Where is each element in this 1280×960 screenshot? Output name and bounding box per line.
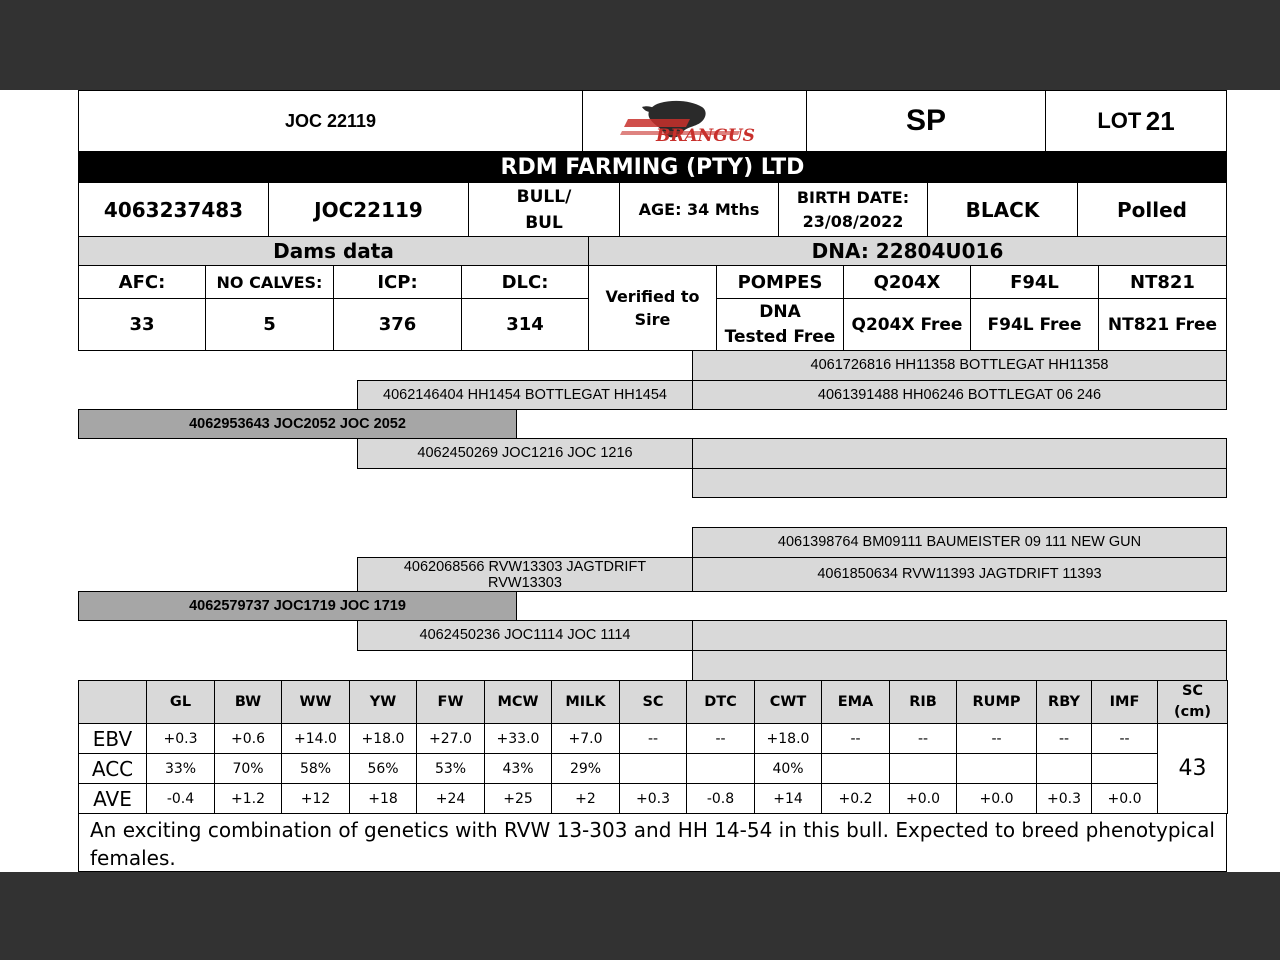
dna-title: DNA: 22804U016 bbox=[588, 236, 1227, 266]
dna-test-pompes: POMPES bbox=[716, 265, 844, 299]
ebv-value: +18.0 bbox=[350, 724, 417, 754]
dna-test-nt821: NT821 bbox=[1098, 265, 1227, 299]
dna-result-q204x: Q204X Free bbox=[843, 298, 971, 351]
ebv-value: -- bbox=[957, 724, 1037, 754]
ebv-col-ww: WW bbox=[282, 681, 350, 724]
acc-value: 70% bbox=[215, 754, 282, 784]
dna-result-pompes: DNA Tested Free bbox=[716, 298, 844, 351]
ebv-value: -- bbox=[687, 724, 755, 754]
ave-value: -0.4 bbox=[147, 784, 215, 814]
acc-value: 43% bbox=[485, 754, 552, 784]
ebv-value: -- bbox=[620, 724, 687, 754]
ebv-col-rby: RBY bbox=[1037, 681, 1092, 724]
acc-value: 56% bbox=[350, 754, 417, 784]
ebv-value: +0.3 bbox=[147, 724, 215, 754]
comment-box bbox=[78, 813, 1227, 872]
dams-value-afc: 33 bbox=[78, 298, 206, 351]
pedigree-dam-sire: 4062068566 RVW13303 JAGTDRIFT RVW13303 bbox=[357, 557, 693, 592]
ave-value: +0.0 bbox=[1092, 784, 1158, 814]
acc-value bbox=[957, 754, 1037, 784]
ebv-row-ebv bbox=[79, 724, 1228, 754]
sc-value: 43 bbox=[1158, 724, 1228, 814]
ebv-col-sc-cm: SC (cm) bbox=[1158, 681, 1228, 724]
verified-to-sire: Verified to Sire bbox=[588, 265, 717, 351]
ebv-col-ema: EMA bbox=[822, 681, 890, 724]
dams-value-dlc: 314 bbox=[461, 298, 589, 351]
pedigree-sire-dam-dam bbox=[692, 468, 1227, 498]
ave-value: +14 bbox=[755, 784, 822, 814]
svg-text:BRANGUS: BRANGUS bbox=[655, 126, 755, 145]
ave-value: +0.0 bbox=[890, 784, 957, 814]
dams-header-dlc: DLC: bbox=[461, 265, 589, 299]
brangus-logo bbox=[582, 90, 807, 152]
reg-number: 4063237483 bbox=[78, 182, 269, 237]
birth-date-cell: BIRTH DATE: 23/08/2022 bbox=[778, 182, 928, 237]
pedigree-sire: 4062953643 JOC2052 JOC 2052 bbox=[78, 409, 517, 439]
lot-card bbox=[0, 90, 1280, 872]
dams-data-title: Dams data bbox=[78, 236, 589, 266]
acc-value bbox=[822, 754, 890, 784]
ebv-value: +33.0 bbox=[485, 724, 552, 754]
pedigree-sire-dam-sire bbox=[692, 438, 1227, 469]
ebv-value: +14.0 bbox=[282, 724, 350, 754]
ebv-value: -- bbox=[890, 724, 957, 754]
pedigree-dam-sire-dam: 4061850634 RVW11393 JAGTDRIFT 11393 bbox=[692, 557, 1227, 592]
dna-test-q204x: Q204X bbox=[843, 265, 971, 299]
ebv-col-cwt: CWT bbox=[755, 681, 822, 724]
ebv-row-label: AVE bbox=[79, 784, 147, 814]
breeder-bar bbox=[78, 151, 1227, 183]
pedigree-sire-sire-sire: 4061726816 HH11358 BOTTLEGAT HH11358 bbox=[692, 350, 1227, 381]
breeder-name: RDM FARMING (PTY) LTD bbox=[500, 154, 805, 180]
ave-value: +0.2 bbox=[822, 784, 890, 814]
ebv-header-row bbox=[79, 681, 1228, 724]
acc-value: 40% bbox=[755, 754, 822, 784]
ebv-col-fw: FW bbox=[417, 681, 485, 724]
ebv-value: -- bbox=[1092, 724, 1158, 754]
ave-value: -0.8 bbox=[687, 784, 755, 814]
ebv-col-imf: IMF bbox=[1092, 681, 1158, 724]
acc-value bbox=[687, 754, 755, 784]
lot-number: 21 bbox=[1145, 105, 1175, 136]
age-cell: AGE: 34 Mths bbox=[619, 182, 779, 237]
ebv-col-sc: SC bbox=[620, 681, 687, 724]
acc-value bbox=[890, 754, 957, 784]
pedigree-dam-sire-sire: 4061398764 BM09111 BAUMEISTER 09 111 NEW GUN bbox=[692, 527, 1227, 558]
animal-id-text: JOC 22119 bbox=[284, 110, 377, 131]
ave-value: +1.2 bbox=[215, 784, 282, 814]
ave-value: +25 bbox=[485, 784, 552, 814]
ebv-col-bw: BW bbox=[215, 681, 282, 724]
ebv-col-rib: RIB bbox=[890, 681, 957, 724]
ebv-col-rump: RUMP bbox=[957, 681, 1037, 724]
dams-value-icp: 376 bbox=[333, 298, 462, 351]
ave-value: +24 bbox=[417, 784, 485, 814]
ebv-corner bbox=[79, 681, 147, 724]
dna-result-f94l: F94L Free bbox=[970, 298, 1099, 351]
dams-header-icp: ICP: bbox=[333, 265, 462, 299]
pedigree-sire-sire: 4062146404 HH1454 BOTTLEGAT HH1454 bbox=[357, 380, 693, 410]
acc-value bbox=[620, 754, 687, 784]
dna-result-nt821: NT821 Free bbox=[1098, 298, 1227, 351]
ebv-table bbox=[78, 680, 1228, 814]
colour-cell: BLACK bbox=[927, 182, 1078, 237]
ave-value: +18 bbox=[350, 784, 417, 814]
ebv-row-label: ACC bbox=[79, 754, 147, 784]
ebv-row-ave bbox=[79, 784, 1228, 814]
dams-value-calves: 5 bbox=[205, 298, 334, 351]
bull-head-icon bbox=[620, 97, 770, 145]
animal-ident: JOC22119 bbox=[268, 182, 469, 237]
dams-header-afc: AFC: bbox=[78, 265, 206, 299]
ebv-value: +27.0 bbox=[417, 724, 485, 754]
acc-value: 29% bbox=[552, 754, 620, 784]
code-cell: SP bbox=[806, 90, 1046, 152]
acc-value: 33% bbox=[147, 754, 215, 784]
pedigree-dam-dam-sire bbox=[692, 620, 1227, 651]
acc-value: 58% bbox=[282, 754, 350, 784]
ave-value: +12 bbox=[282, 784, 350, 814]
pedigree-dam: 4062579737 JOC1719 JOC 1719 bbox=[78, 591, 517, 621]
animal-id-header bbox=[78, 90, 583, 152]
ebv-col-gl: GL bbox=[147, 681, 215, 724]
sex-cell: BULL/ BUL bbox=[468, 182, 620, 237]
ave-value: +0.0 bbox=[957, 784, 1037, 814]
ebv-value: -- bbox=[822, 724, 890, 754]
ebv-value: +7.0 bbox=[552, 724, 620, 754]
lot-label: LOT bbox=[1097, 108, 1142, 133]
pedigree-sire-sire-dam: 4061391488 HH06246 BOTTLEGAT 06 246 bbox=[692, 380, 1227, 410]
ebv-col-dtc: DTC bbox=[687, 681, 755, 724]
dams-header-calves: NO CALVES: bbox=[205, 265, 334, 299]
ave-value: +2 bbox=[552, 784, 620, 814]
ebv-col-mcw: MCW bbox=[485, 681, 552, 724]
ebv-value: +0.6 bbox=[215, 724, 282, 754]
acc-value bbox=[1037, 754, 1092, 784]
pedigree-dam-dam-dam bbox=[692, 650, 1227, 681]
ebv-row-acc bbox=[79, 754, 1228, 784]
pedigree-sire-dam: 4062450269 JOC1216 JOC 1216 bbox=[357, 438, 693, 469]
dna-test-f94l: F94L bbox=[970, 265, 1099, 299]
acc-value: 53% bbox=[417, 754, 485, 784]
comment-text: An exciting combination of genetics with RVW 13-303 and HH 14-54 in this bull. Expected to breed phenotypical females. bbox=[90, 818, 1215, 870]
horn-cell: Polled bbox=[1077, 182, 1227, 237]
ave-value: +0.3 bbox=[620, 784, 687, 814]
ebv-col-milk: MILK bbox=[552, 681, 620, 724]
lot-cell bbox=[1045, 90, 1227, 152]
ave-value: +0.3 bbox=[1037, 784, 1092, 814]
acc-value bbox=[1092, 754, 1158, 784]
ebv-row-label: EBV bbox=[79, 724, 147, 754]
ebv-value: -- bbox=[1037, 724, 1092, 754]
ebv-value: +18.0 bbox=[755, 724, 822, 754]
pedigree-dam-dam: 4062450236 JOC1114 JOC 1114 bbox=[357, 620, 693, 651]
ebv-col-yw: YW bbox=[350, 681, 417, 724]
